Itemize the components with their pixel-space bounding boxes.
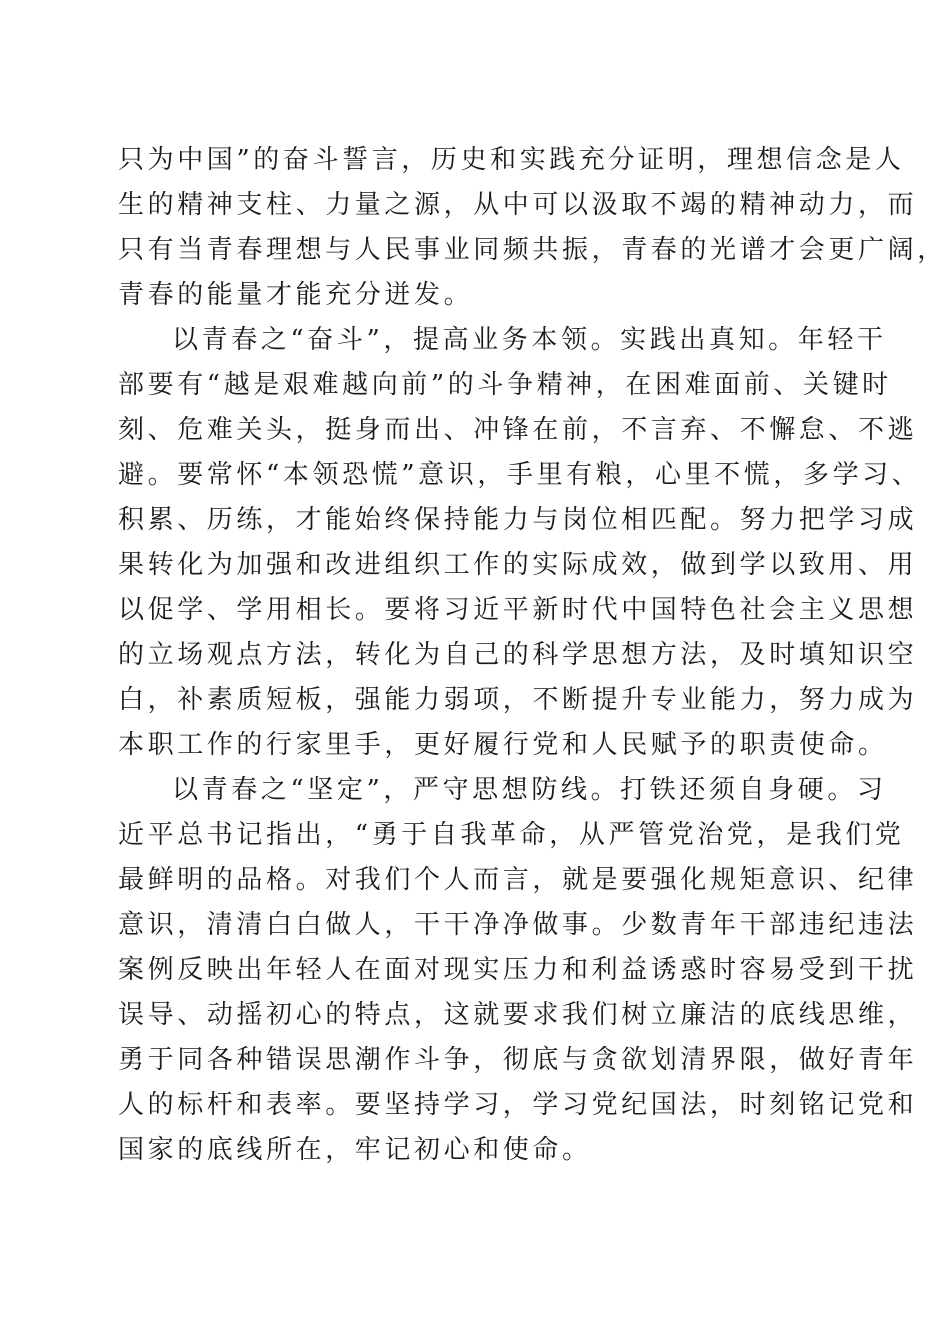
text-line: 勇于同各种错误思潮作斗争，彻底与贪欲划清界限，做好青年 xyxy=(118,1045,918,1075)
text-line: 以青春之“坚定”，严守思想防线。打铁还须自身硬。习 xyxy=(172,775,887,805)
text-line: 国家的底线所在，牢记初心和使命。 xyxy=(118,1135,592,1165)
document-body xyxy=(118,138,947,1173)
text-line: 只有当青春理想与人民事业同频共振，青春的光谱才会更广阔， xyxy=(118,235,947,265)
text-line: 青春的能量才能充分迸发。 xyxy=(118,280,474,310)
text-line: 部要有“越是艰难越向前”的斗争精神，在困难面前、关键时 xyxy=(118,370,892,400)
text-line: 本职工作的行家里手，更好履行党和人民赋予的职责使命。 xyxy=(118,730,888,760)
text-line: 的立场观点方法，转化为自己的科学思想方法，及时填知识空 xyxy=(118,640,918,670)
text-line: 只为中国”的奋斗誓言，历史和实践充分证明，理想信念是人 xyxy=(118,145,905,175)
text-line: 误导、动摇初心的特点，这就要求我们树立廉洁的底线思维， xyxy=(118,1000,918,1030)
text-line: 人的标杆和表率。要坚持学习，学习党纪国法，时刻铭记党和 xyxy=(118,1090,918,1120)
text-line: 以促学、学用相长。要将习近平新时代中国特色社会主义思想 xyxy=(118,595,918,625)
text-line: 近平总书记指出，“勇于自我革命，从严管党治党，是我们党 xyxy=(118,820,905,850)
text-line: 刻、危难关头，挺身而出、冲锋在前，不言弃、不懈怠、不逃 xyxy=(118,415,918,445)
text-line: 积累、历练，才能始终保持能力与岗位相匹配。努力把学习成 xyxy=(118,505,918,535)
text-line: 白，补素质短板，强能力弱项，不断提升专业能力，努力成为 xyxy=(118,685,918,715)
text-line: 意识，清清白白做人，干干净净做事。少数青年干部违纪违法 xyxy=(118,910,918,940)
text-line: 以青春之“奋斗”，提高业务本领。实践出真知。年轻干 xyxy=(172,325,887,355)
paragraph-1 xyxy=(118,138,947,318)
text-line: 避。要常怀“本领恐慌”意识，手里有粮，心里不慌，多学习、 xyxy=(118,460,922,490)
paragraph-3 xyxy=(118,768,918,1173)
text-line: 生的精神支柱、力量之源，从中可以汲取不竭的精神动力，而 xyxy=(118,190,918,220)
text-line: 案例反映出年轻人在面对现实压力和利益诱惑时容易受到干扰 xyxy=(118,955,918,985)
text-line: 果转化为加强和改进组织工作的实际成效，做到学以致用、用 xyxy=(118,550,918,580)
paragraph-2 xyxy=(118,318,922,768)
text-line: 最鲜明的品格。对我们个人而言，就是要强化规矩意识、纪律 xyxy=(118,865,918,895)
